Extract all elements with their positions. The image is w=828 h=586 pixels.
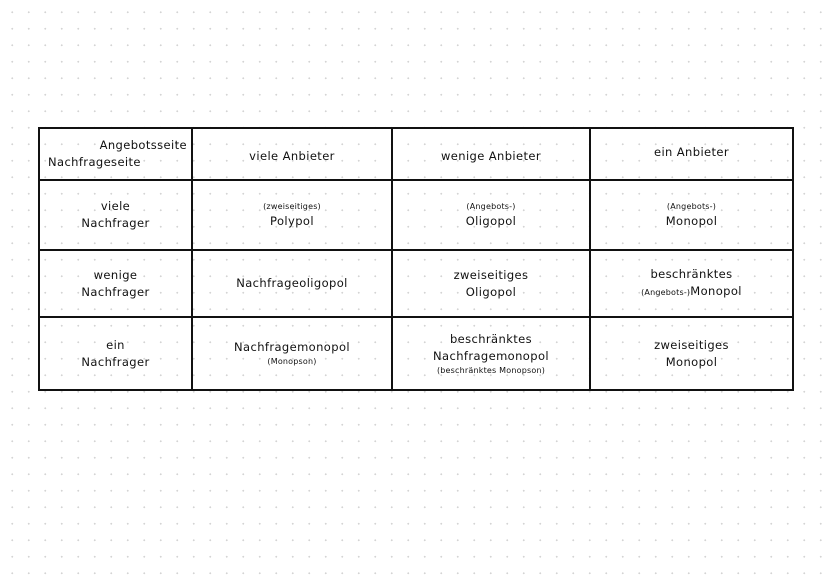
cell-text: Nachfragemonopol xyxy=(433,348,549,363)
cell-text: beschränktes xyxy=(449,331,533,346)
supply-side-label: Angebotsseite xyxy=(99,138,187,152)
cell-oligopol xyxy=(392,180,590,250)
demand-side-label: Nachfrageseite xyxy=(48,155,141,169)
row-header-line: wenige xyxy=(93,267,138,282)
cell-note: (zweiseitiges) xyxy=(263,201,321,211)
cell-note: (Angebots-) xyxy=(466,201,516,211)
cell-text: beschränktes xyxy=(650,267,733,281)
cell-monopol xyxy=(590,180,793,250)
cell-text: Monopol xyxy=(665,213,718,228)
row-header-viele-nachfrager xyxy=(39,180,192,250)
row-wenige-nachfrager xyxy=(39,250,793,317)
cell-beschraenktes-monopol xyxy=(590,250,793,317)
cell-text: Polypol xyxy=(270,213,314,228)
cell-sub-note: (beschränktes Monopson) xyxy=(436,365,546,375)
cell-inline-text: Monopol xyxy=(690,284,742,298)
row-header-line: Nachfrager xyxy=(81,354,150,369)
column-header-wenige-anbieter: wenige Anbieter xyxy=(392,128,590,180)
cell-text: Nachfragemonopol xyxy=(234,340,350,354)
cell-text: Monopol xyxy=(665,354,718,369)
cell-text: Oligopol xyxy=(465,284,517,299)
header-row xyxy=(39,128,793,180)
cell-nachfragemonopol xyxy=(192,317,392,390)
cell-text-inline xyxy=(595,283,788,301)
column-header-viele-anbieter: viele Anbieter xyxy=(192,128,392,180)
cell-text: zweiseitiges xyxy=(453,267,529,282)
cell-text: Nachfrageoligopol xyxy=(236,276,348,290)
row-header-line: ein xyxy=(106,337,125,352)
cell-text: zweiseitiges xyxy=(654,337,729,352)
cell-sub-note: (Monopson) xyxy=(267,357,317,366)
column-header-ein-anbieter: ein Anbieter xyxy=(590,128,793,180)
cell-nachfrageoligopol xyxy=(192,250,392,317)
row-header-line: viele xyxy=(100,199,131,213)
cell-note: (Angebots-) xyxy=(666,201,717,211)
corner-cell xyxy=(39,128,192,180)
cell-zweiseitiges-monopol xyxy=(590,317,793,390)
row-header-ein-nachfrager xyxy=(39,317,192,390)
cell-zweiseitiges-oligopol xyxy=(392,250,590,317)
row-viele-nachfrager xyxy=(39,180,793,250)
row-header-line: Nachfrager xyxy=(81,284,150,299)
cell-text: Oligopol xyxy=(465,213,517,228)
row-header-wenige-nachfrager xyxy=(39,250,192,317)
cell-beschraenktes-nachfragemonopol xyxy=(392,317,590,390)
row-header-line: Nachfrager xyxy=(81,216,150,230)
row-ein-nachfrager xyxy=(39,317,793,390)
cell-polypol xyxy=(192,180,392,250)
cell-inline-note: (Angebots-) xyxy=(641,288,691,297)
market-forms-table xyxy=(38,127,794,391)
